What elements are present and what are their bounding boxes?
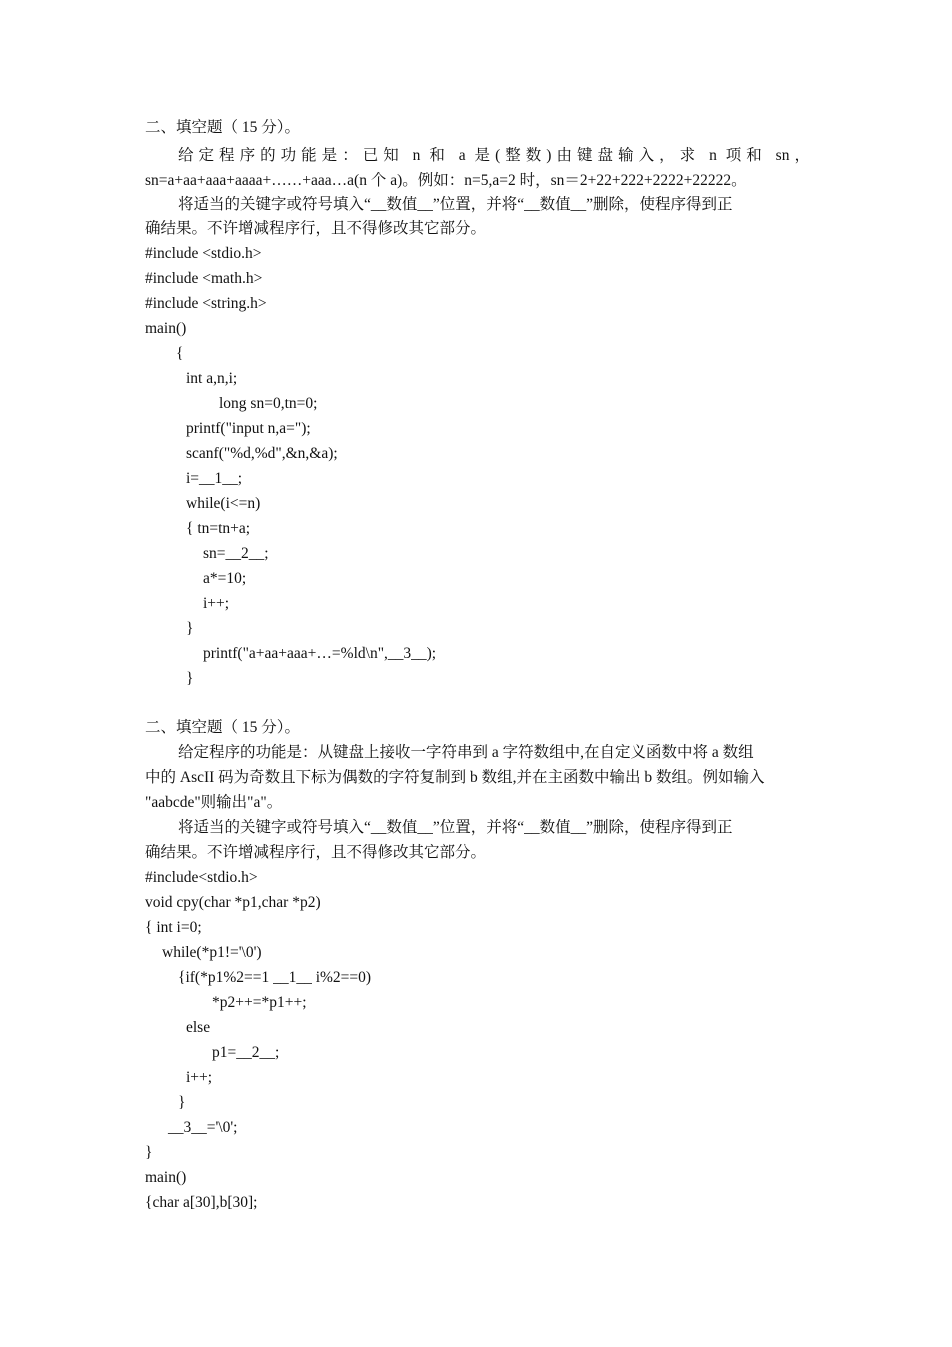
section2-heading: 二、填空题（ 15 分）。 [145,719,301,736]
blank-1: i=__1__; [186,470,243,487]
code-line: { [176,345,184,362]
code-line: i++; [203,595,230,612]
code-line: scanf("%d,%d",&n,&a); [186,445,338,462]
code-line: while(i<=n) [186,495,261,512]
code-line: {char a[30],b[30]; [145,1194,258,1211]
section1-instruction-line2: 确结果。不许增减程序行，且不得修改其它部分。 [145,220,487,237]
section2-instruction-line1: 将适当的关键字或符号填入“__数值__”位置，并将“__数值__”删除，使程序得到正 [178,819,733,836]
section2-description-line1: 给定程序的功能是：从键盘上接收一字符串到 a 字符数组中,在自定义函数中将 a 数组 [178,744,754,761]
code-line: } [186,620,194,637]
code-line: #include <string.h> [145,295,267,312]
code-line: long sn=0,tn=0; [219,395,318,412]
code-line: #include <stdio.h> [145,245,262,262]
code-line: printf("input n,a="); [186,420,311,437]
code-line: #include<stdio.h> [145,869,258,886]
code-line: main() [145,320,187,337]
code-line: { tn=tn+a; [186,520,251,537]
code-line: *p2++=*p1++; [212,994,307,1011]
section2-instruction-line2: 确结果。不许增减程序行，且不得修改其它部分。 [145,844,487,861]
section1-instruction-line1: 将适当的关键字或符号填入“__数值__”位置，并将“__数值__”删除，使程序得到正 [178,196,733,213]
section1-description-line2: sn=a+aa+aaa+aaaa+……+aaa…a(n 个 a)。例如：n=5,a=2 时，sn＝2+22+222+2222+22222。 [145,172,747,189]
code-line: main() [145,1169,187,1186]
blank-1: {if(*p1%2==1 __1__ i%2==0) [178,969,372,986]
code-line: a*=10; [203,570,247,587]
code-line: #include <math.h> [145,270,263,287]
code-line: } [145,1144,153,1161]
section2-description-line3: "aabcde"则输出"a"。 [145,794,283,811]
code-line: else [186,1019,211,1036]
blank-2: p1=__2__; [212,1044,280,1061]
code-line: while(*p1!='\0') [162,944,262,961]
section2-description-line2: 中的 AscII 码为奇数且下标为偶数的字符复制到 b 数组,并在主函数中输出 b 数组。例如输入 [145,769,765,786]
code-line: i++; [186,1069,213,1086]
blank-2: sn=__2__; [203,545,269,562]
section1-heading: 二、填空题（ 15 分）。 [145,119,301,136]
code-line: void cpy(char *p1,char *p2) [145,894,321,911]
code-line: } [178,1094,186,1111]
blank-3: printf("a+aa+aaa+…=%ld\n",__3__); [203,645,437,662]
code-line: int a,n,i; [186,370,238,387]
code-line: { int i=0; [145,919,202,936]
blank-3: __3__='\0'; [168,1119,238,1136]
section1-description-line1: 给定程序的功能是：已知 n 和 a 是(整数)由键盘输入，求 n 项和 sn， [178,147,810,164]
code-line: } [186,670,194,687]
